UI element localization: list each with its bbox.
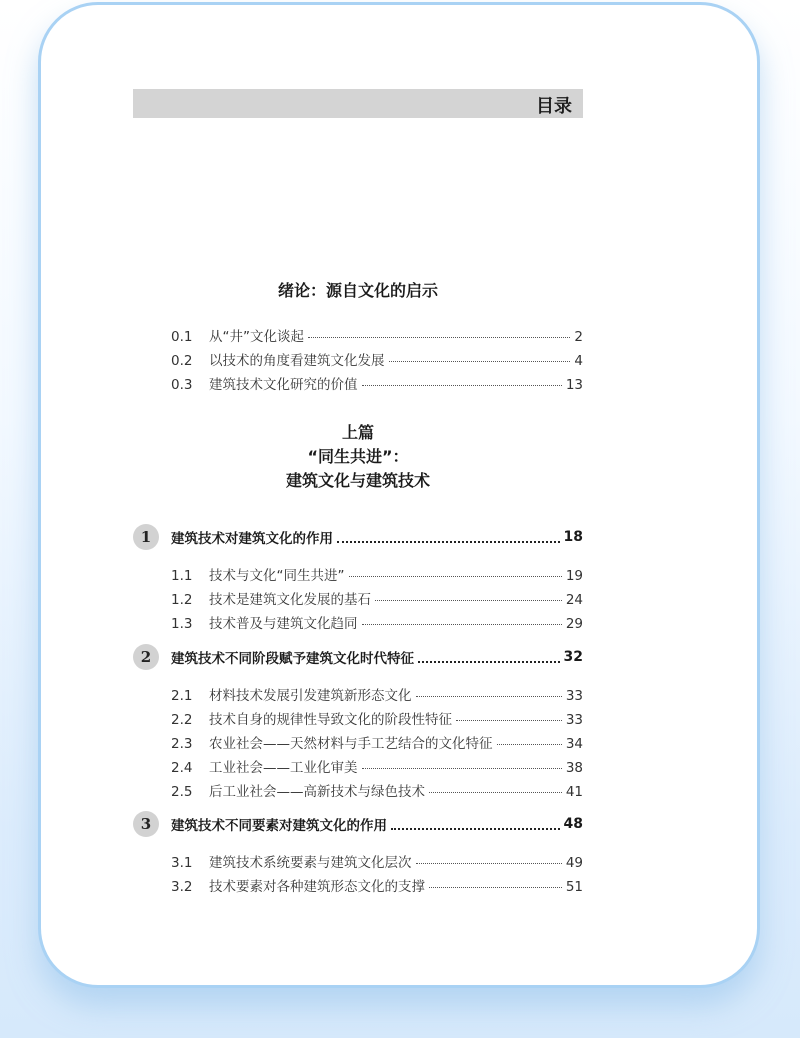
entry-title: 农业社会——天然材料与手工艺结合的文化特征 — [209, 736, 493, 752]
entry-number: 2.2 — [171, 712, 193, 728]
chapter-number-badge: 3 — [133, 811, 159, 837]
entry-number: 1.2 — [171, 592, 193, 608]
entry-number: 2.1 — [171, 688, 193, 704]
entry-page: 13 — [565, 377, 583, 393]
toc-entry[interactable] — [171, 325, 583, 345]
toc-title: 目录 — [536, 96, 572, 117]
dot-leader — [375, 600, 562, 601]
dot-leader — [362, 385, 562, 386]
toc-entry[interactable] — [171, 708, 583, 728]
chapter-title: 建筑技术对建筑文化的作用 — [171, 531, 333, 547]
entry-title: 以技术的角度看建筑文化发展 — [209, 353, 385, 369]
part-heading — [133, 421, 583, 493]
chapter-title: 建筑技术不同要素对建筑文化的作用 — [171, 818, 387, 834]
entry-number: 0.3 — [171, 377, 193, 393]
dot-leader — [416, 696, 562, 697]
chapter-number-badge: 2 — [133, 644, 159, 670]
dot-leader — [416, 863, 562, 864]
entry-title: 建筑技术系统要素与建筑文化层次 — [209, 855, 412, 871]
entry-number: 1.1 — [171, 568, 193, 584]
entry-title: 建筑技术文化研究的价值 — [209, 377, 358, 393]
chapter-page: 48 — [563, 816, 583, 832]
entry-number: 3.2 — [171, 879, 193, 895]
entry-page: 41 — [565, 784, 583, 800]
entry-page: 29 — [565, 616, 583, 632]
chapter-entry-1[interactable] — [133, 523, 583, 551]
entry-title: 材料技术发展引发建筑新形态文化 — [209, 688, 412, 704]
dot-leader — [497, 744, 562, 745]
entry-title: 后工业社会——高新技术与绿色技术 — [209, 784, 425, 800]
entry-number: 3.1 — [171, 855, 193, 871]
toc-entry[interactable] — [171, 851, 583, 871]
entry-number: 2.3 — [171, 736, 193, 752]
entry-title: 从“井”文化谈起 — [209, 329, 304, 345]
dot-leader — [362, 768, 562, 769]
dot-leader — [418, 661, 560, 663]
entry-title: 技术自身的规律性导致文化的阶段性特征 — [209, 712, 452, 728]
toc-entry[interactable] — [171, 875, 583, 895]
dot-leader — [389, 361, 571, 362]
entry-page: 2 — [574, 329, 583, 345]
entry-title: 技术普及与建筑文化趋同 — [209, 616, 358, 632]
dot-leader — [429, 792, 562, 793]
dot-leader — [391, 828, 560, 830]
chapter-number-badge: 1 — [133, 524, 159, 550]
entry-page: 24 — [565, 592, 583, 608]
part-title: 建筑文化与建筑技术 — [285, 471, 430, 490]
entry-title: 技术是建筑文化发展的基石 — [209, 592, 371, 608]
entry-page: 33 — [565, 688, 583, 704]
entry-number: 1.3 — [171, 616, 193, 632]
dot-leader — [429, 887, 562, 888]
toc-entry[interactable] — [171, 373, 583, 393]
entry-page: 19 — [565, 568, 583, 584]
entry-title: 工业社会——工业化审美 — [209, 760, 358, 776]
chapter-entry-2[interactable] — [133, 643, 583, 671]
toc-entry[interactable] — [171, 780, 583, 800]
entry-page: 34 — [565, 736, 583, 752]
entry-page: 49 — [565, 855, 583, 871]
entry-page: 4 — [574, 353, 583, 369]
chapter-page: 18 — [563, 529, 583, 545]
chapter-page: 32 — [563, 649, 583, 665]
entry-number: 2.4 — [171, 760, 193, 776]
chapter-entry-3[interactable] — [133, 810, 583, 838]
intro-heading: 绪论：源自文化的启示 — [277, 281, 438, 300]
dot-leader — [349, 576, 562, 577]
entry-title: 技术与文化“同生共进” — [209, 568, 345, 584]
toc-entry[interactable] — [171, 684, 583, 704]
entry-page: 38 — [565, 760, 583, 776]
dot-leader — [362, 624, 562, 625]
toc-entry[interactable] — [171, 612, 583, 632]
chapter-title: 建筑技术不同阶段赋予建筑文化时代特征 — [171, 651, 414, 667]
page-card — [38, 2, 760, 988]
entry-number: 0.1 — [171, 329, 193, 345]
dot-leader — [456, 720, 562, 721]
entry-number: 0.2 — [171, 353, 193, 369]
toc-entry[interactable] — [171, 756, 583, 776]
part-subtitle: “同生共进”： — [307, 447, 409, 466]
dot-leader — [308, 337, 570, 338]
toc-entry[interactable] — [171, 588, 583, 608]
toc-title-bar — [133, 89, 583, 118]
entry-page: 33 — [565, 712, 583, 728]
part-label: 上篇 — [341, 423, 374, 442]
entry-number: 2.5 — [171, 784, 193, 800]
toc-entry[interactable] — [171, 349, 583, 369]
entry-title: 技术要素对各种建筑形态文化的支撑 — [209, 879, 425, 895]
entry-page: 51 — [565, 879, 583, 895]
toc-entry[interactable] — [171, 564, 583, 584]
toc-entry[interactable] — [171, 732, 583, 752]
dot-leader — [337, 541, 560, 543]
